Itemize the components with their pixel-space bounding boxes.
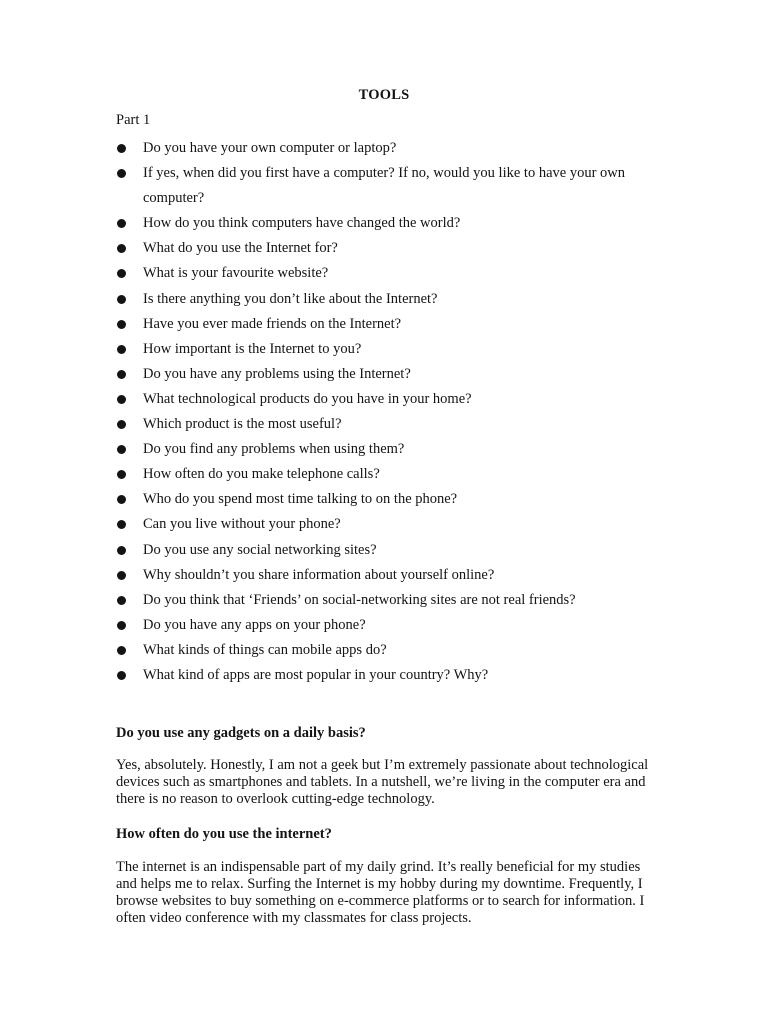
bullet-icon (117, 546, 126, 555)
list-item (116, 588, 676, 613)
answer-paragraph: Yes, absolutely. Honestly, I am not a geek but I’m extremely passionate about technological devices such as smartphones and tablets. In a nutshell, we’re living in the computer era and there is no reason to overlook cutting-edge technology. (116, 757, 649, 807)
question-text: How often do you make telephone calls? (143, 466, 380, 483)
bullet-icon (117, 244, 126, 253)
question-text: Do you have any apps on your phone? (143, 616, 366, 633)
question-text: What kind of apps are most popular in your country? Why? (143, 666, 489, 683)
bullet-icon (117, 169, 126, 178)
bullet-icon (117, 370, 126, 379)
bullet-icon (117, 269, 126, 278)
list-item (116, 638, 676, 663)
bullet-icon (117, 395, 126, 404)
question-text: Do you have any problems using the Internet? (143, 365, 411, 382)
list-item (116, 613, 676, 638)
bullet-icon (117, 345, 126, 354)
part-label: Part 1 (116, 112, 151, 128)
bullet-icon (117, 495, 126, 504)
list-item (116, 512, 676, 537)
answer-question-heading: Do you use any gadgets on a daily basis? (116, 725, 366, 741)
question-text: Do you use any social networking sites? (143, 541, 377, 558)
bullet-icon (117, 320, 126, 329)
question-text: Do you find any problems when using them? (143, 441, 405, 458)
list-item (116, 387, 676, 412)
bullet-icon (117, 219, 126, 228)
bullet-icon (117, 520, 126, 529)
list-item (116, 437, 676, 462)
list-item (116, 563, 676, 588)
list-item (116, 211, 676, 236)
list-item (116, 287, 676, 312)
bullet-icon (117, 671, 126, 680)
answer-question-heading: How often do you use the internet? (116, 826, 332, 842)
bullet-icon (117, 295, 126, 304)
list-item (116, 136, 676, 161)
question-text: If yes, when did you first have a computer? If no, would you like to have your own computer? (143, 165, 626, 207)
question-text: What is your favourite website? (143, 265, 329, 282)
answer-section-gadgets (116, 725, 661, 808)
document-title: TOOLS (358, 87, 410, 103)
answer-section-internet (116, 826, 661, 927)
answer-paragraph: The internet is an indispensable part of my daily grind. It’s really beneficial for my studies and helps me to relax. Surfing the Internet is my hobby during my downtime. Frequently, I browse websites to buy something on e-commerce platforms or to search for information. I often video conference with my classmates for class projects. (116, 859, 645, 926)
bullet-icon (117, 445, 126, 454)
list-item (116, 161, 676, 211)
list-item (116, 663, 676, 688)
question-text: What technological products do you have in your home? (143, 390, 472, 407)
bullet-icon (117, 470, 126, 479)
list-item (116, 538, 676, 563)
question-text: How do you think computers have changed the world? (143, 215, 461, 232)
bullet-icon (117, 571, 126, 580)
bullet-icon (117, 646, 126, 655)
list-item (116, 487, 676, 512)
bullet-icon (117, 144, 126, 153)
question-text: Do you think that ‘Friends’ on social-networking sites are not real friends? (143, 591, 576, 608)
bullet-icon (117, 621, 126, 630)
question-text: Can you live without your phone? (143, 516, 341, 533)
question-text: Is there anything you don’t like about the Internet? (143, 290, 438, 307)
list-item (116, 412, 676, 437)
bullet-icon (117, 420, 126, 429)
list-item (116, 312, 676, 337)
list-item (116, 462, 676, 487)
list-item (116, 236, 676, 261)
list-item (116, 261, 676, 286)
question-text: What kinds of things can mobile apps do? (143, 641, 387, 658)
list-item (116, 362, 676, 387)
question-text: Do you have your own computer or laptop? (143, 140, 397, 156)
bullet-icon (117, 596, 126, 605)
question-text: What do you use the Internet for? (143, 240, 338, 257)
question-text: Who do you spend most time talking to on the phone? (143, 491, 458, 508)
question-text: Why shouldn’t you share information about yourself online? (143, 566, 495, 583)
list-item (116, 337, 676, 362)
question-text: Which product is the most useful? (143, 416, 342, 433)
question-text: How important is the Internet to you? (143, 340, 362, 357)
question-list (116, 136, 676, 688)
question-text: Have you ever made friends on the Internet? (143, 315, 402, 332)
